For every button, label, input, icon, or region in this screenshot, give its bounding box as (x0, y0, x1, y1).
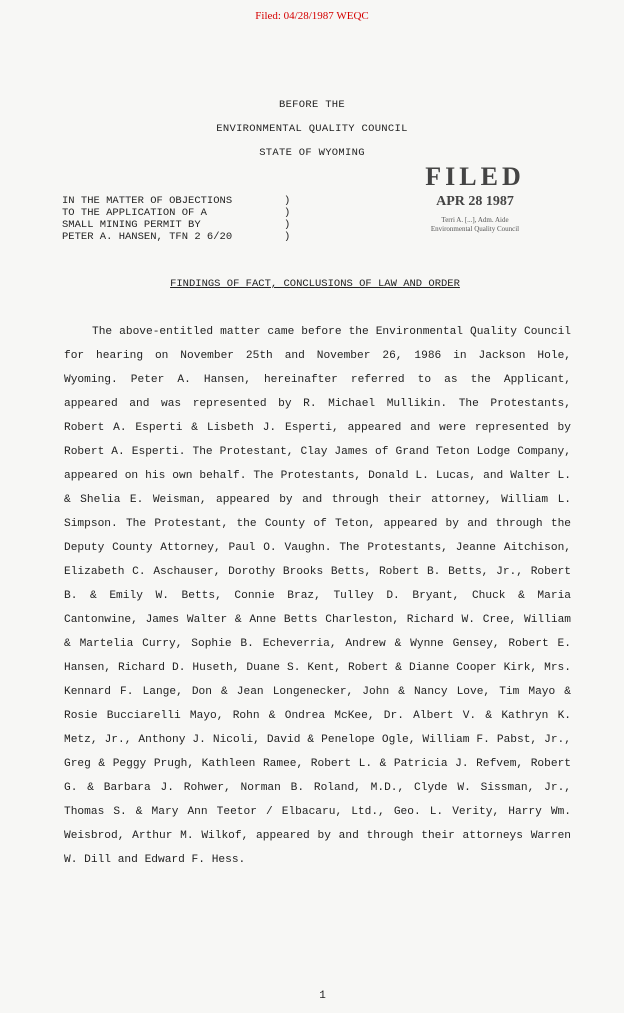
caption-paren: ) (284, 219, 291, 231)
caption-line: IN THE MATTER OF OBJECTIONS (62, 195, 233, 207)
caption-line: TO THE APPLICATION OF A (62, 207, 207, 219)
case-caption (62, 195, 304, 243)
stamp-filed: FILED (425, 162, 525, 191)
caption-row (62, 231, 304, 243)
caption-paren: ) (284, 195, 291, 207)
stamp-date: APR 28 1987 (436, 194, 514, 209)
body-paragraph: The above-entitled matter came before the Environmental Quality Council for hearing on November 25th and November 26, 1986 in Jackson Hole, Wyoming. Peter A. Hansen, hereinafter referred to as the Applicant, appeared and was represented by R. Michael Mullikin. The Protestants, Robert A. Esperti & Lisbeth J. Esperti, appeared and were represented by Robert A. Esperti. The Protestant, Clay James of Grand Teton Lodge Company, appeared on his own behalf. The Protestants, Donald L. Lucas, and Walter L. & Shelia E. Weisman, appeared by and through their attorney, William L. Simpson. The Protestant, the County of Teton, appeared by and through the Deputy County Attorney, Paul O. Vaughn. The Protestants, Jeanne Aitchison, Elizabeth C. Aschauser, Dorothy Brooks Betts, Robert B. Betts, Jr., Robert B. & Emily W. Betts, Connie Braz, Tulley D. Bryant, Chuck & Maria Cantonwine, James Walter & Anne Betts Charleston, Richard W. Cree, William & Martelia Curry, Sophie B. Echeverria, Andrew & Wynne Gensey, Robert E. Hansen, Richard D. Huseth, Duane S. Kent, Robert & Dianne Cooper Kirk, Mrs. Kennard F. Lange, Don & Jean Longenecker, John & Nancy Love, Tim Mayo & Rosie Bucciarelli Mayo, Rohn & Ondrea McKee, Dr. Albert V. & Kathryn K. Metz, Jr., Anthony J. Nicoli, David & Penelope Ogle, William F. Pabst, Jr., Greg & Peggy Prugh, Kathleen Ramee, Robert L. & Patricia J. Refvem, Robert G. & Barbara J. Rohwer, Norman B. Roland, M.D., Clyde W. Sissman, Jr., Thomas S. & Mary Ann Teetor / Elbacaru, Ltd., Geo. L. Verity, Harry Wm. Weisbrod, Arthur M. Wilkof, appeared by and through their attorneys Warren W. Dill and Edward F. Hess. (64, 326, 571, 866)
stamp-council: Environmental Quality Council (430, 225, 520, 233)
stamp-clerk: Terri A. [...], Adm. Aide (441, 216, 509, 224)
header-council: ENVIRONMENTAL QUALITY COUNCIL (216, 123, 408, 135)
caption-row (62, 219, 304, 231)
header-state: STATE OF WYOMING (259, 147, 365, 159)
caption-paren: ) (284, 207, 291, 219)
filed-banner: Filed: 04/28/1987 WEQC (255, 10, 369, 22)
caption-row (62, 195, 304, 207)
caption-line: PETER A. HANSEN, TFN 2 6/20 (62, 231, 233, 243)
caption-paren: ) (284, 231, 291, 243)
caption-row (62, 207, 304, 219)
caption-line: SMALL MINING PERMIT BY (62, 219, 201, 231)
header-before-the: BEFORE THE (278, 99, 345, 111)
filed-stamp (410, 162, 540, 234)
page-number: 1 (319, 990, 326, 1002)
document-title: FINDINGS OF FACT, CONCLUSIONS OF LAW AND ORDER (170, 278, 460, 290)
